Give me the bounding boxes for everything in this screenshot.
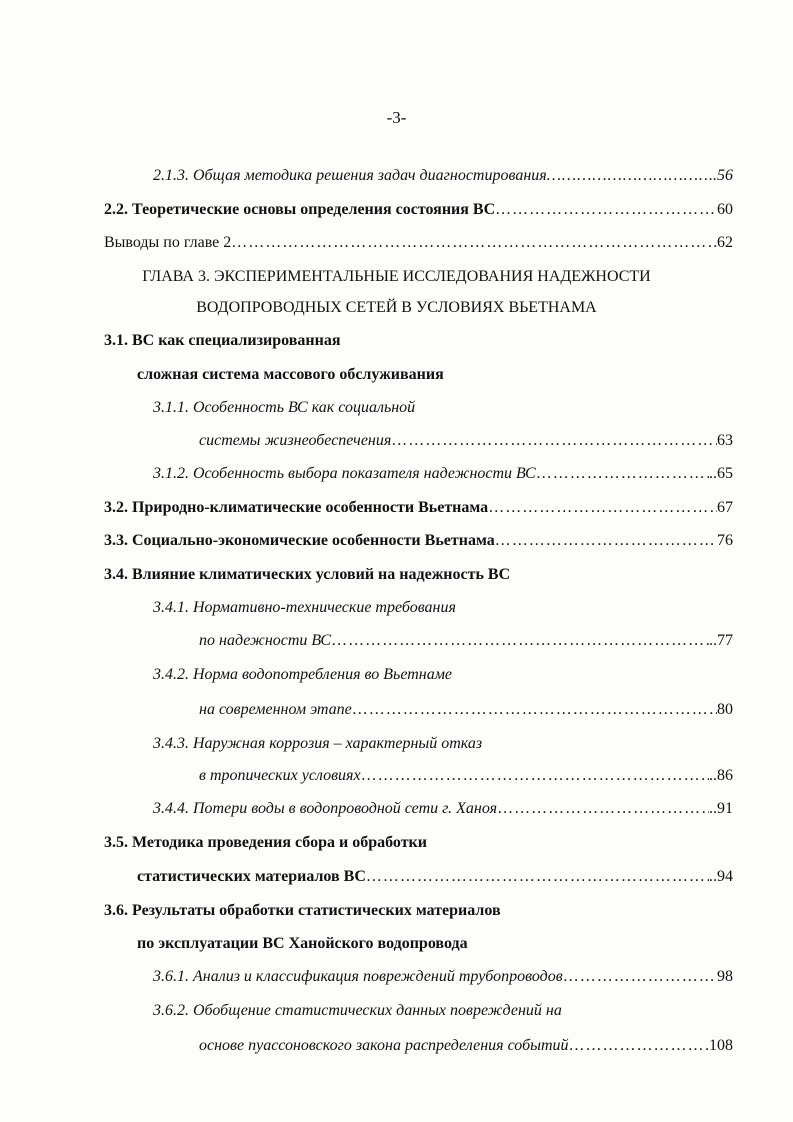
toc-entry-3-4-4: [153, 799, 733, 819]
toc-entry-label: 3.6.1. Анализ и классификация повреждений трубопроводов: [153, 968, 563, 985]
toc-entry-2-2: [104, 200, 733, 220]
leader-dots: [231, 233, 717, 253]
toc-entry-page: ..86: [709, 767, 733, 784]
toc-entry-3-1-1-line-1: 3.1.1. Особенность ВС как социальной: [153, 399, 416, 416]
leader-dots: [352, 700, 717, 720]
toc-entry-label: 3.1.2. Особенность выбора показателя надежности ВС: [153, 465, 536, 482]
toc-entry-3-1-line-1: 3.1. ВС как специализированная: [104, 332, 341, 349]
leader-dots: [391, 431, 717, 451]
toc-entry-3-2: [104, 498, 733, 518]
toc-entry-3-3: [104, 531, 733, 551]
toc-entry-page: ..91: [709, 800, 733, 817]
toc-entry-label: 3.2. Природно-климатические особенности Вьетнама: [104, 499, 489, 516]
toc-entry-label: основе пуассоновского закона распределения событий: [199, 1037, 569, 1054]
toc-entry-page: 80: [717, 701, 733, 718]
toc-entry-3-4-2-line-1: 3.4.2. Норма водопотребления во Вьетнаме: [153, 666, 453, 683]
toc-entry-page: 67: [717, 499, 733, 516]
toc-entry-page: 108: [709, 1037, 733, 1054]
toc-entry-label: на современном этапе: [199, 701, 352, 718]
toc-entry-page: 60: [717, 201, 733, 218]
leader-dots: [547, 166, 709, 186]
toc-entry-page: 98: [717, 968, 733, 985]
toc-entry-3-6-2-line-1: 3.6.2. Обобщение статистических данных повреждений на: [153, 1002, 562, 1019]
toc-entry-label: системы жизнеобеспечения: [199, 432, 392, 449]
chapter-3-heading-line-2: ВОДОПРОВОДНЫХ СЕТЕЙ В УСЛОВИЯХ ВЬЕТНАМА: [196, 299, 597, 316]
toc-entry-page: ..56: [709, 167, 733, 184]
toc-entry-page: 62: [717, 234, 733, 251]
leader-dots: [361, 766, 709, 786]
toc-entry-3-4-1-line-1: 3.4.1. Нормативно-технические требования: [153, 599, 456, 616]
toc-entry-3-4-1-line-2: [199, 631, 733, 651]
toc-entry-3-4-3-line-2: [199, 766, 733, 786]
toc-entry-conclusions-2: [104, 233, 733, 253]
toc-entry-label: в тропических условиях: [199, 767, 361, 784]
toc-entry-page: ..94: [709, 868, 733, 885]
toc-entry-page: ..65: [709, 465, 733, 482]
toc-entry-label: 2.1.3. Общая методика решения задач диагностирования: [153, 167, 547, 184]
page-number: -3-: [386, 108, 407, 127]
toc-entry-2-1-3: [153, 166, 733, 186]
toc-entry-3-5-line-2: [137, 867, 733, 887]
toc-entry-3-1-2: [153, 464, 733, 484]
toc-entry-3-1-1-line-2: [199, 431, 733, 451]
toc-entry-label: 2.2. Теоретические основы определения состояния ВС: [104, 201, 496, 218]
toc-entry-3-1-line-2: сложная система массового обслуживания: [137, 366, 444, 383]
toc-entry-3-4-2-line-2: [199, 700, 733, 720]
toc-entry-3-5-line-1: 3.5. Методика проведения сбора и обработки: [104, 834, 427, 851]
toc-entry-page: ..77: [709, 632, 733, 649]
toc-entry-3-4: 3.4. Влияние климатических условий на надежность ВС: [104, 566, 511, 583]
toc-entry-3-4-3-line-1: 3.4.3. Наружная коррозия – характерный отказ: [153, 735, 483, 752]
leader-dots: [366, 867, 709, 887]
toc-entry-label: 3.3. Социально-экономические особенности Вьетнама: [104, 532, 495, 549]
toc-entry-3-6-line-2: по эксплуатации ВС Ханойского водопровода: [137, 935, 468, 952]
toc-entry-label: Выводы по главе 2: [104, 234, 232, 251]
leader-dots: [331, 631, 709, 651]
leader-dots: [569, 1036, 709, 1056]
toc-entry-label: 3.4.4. Потери воды в водопроводной сети г. Ханоя: [153, 800, 498, 817]
toc-entry-3-6-1: [153, 967, 733, 987]
leader-dots: [488, 498, 717, 518]
toc-entry-page: 63: [717, 432, 733, 449]
toc-entry-3-6-2-line-2: [199, 1036, 733, 1056]
toc-entry-page: 76: [717, 532, 733, 549]
leader-dots: [495, 531, 717, 551]
toc-entry-label: статистических материалов ВС: [137, 868, 366, 885]
leader-dots: [495, 200, 717, 220]
chapter-3-heading-line-1: ГЛАВА 3. ЭКСПЕРИМЕНТАЛЬНЫЕ ИССЛЕДОВАНИЯ НАДЕЖНОСТИ: [142, 268, 651, 285]
leader-dots: [563, 967, 717, 987]
leader-dots: [497, 799, 709, 819]
toc-entry-label: по надежности ВС: [199, 632, 332, 649]
leader-dots: [536, 464, 709, 484]
toc-entry-3-6-line-1: 3.6. Результаты обработки статистических материалов: [104, 902, 501, 919]
